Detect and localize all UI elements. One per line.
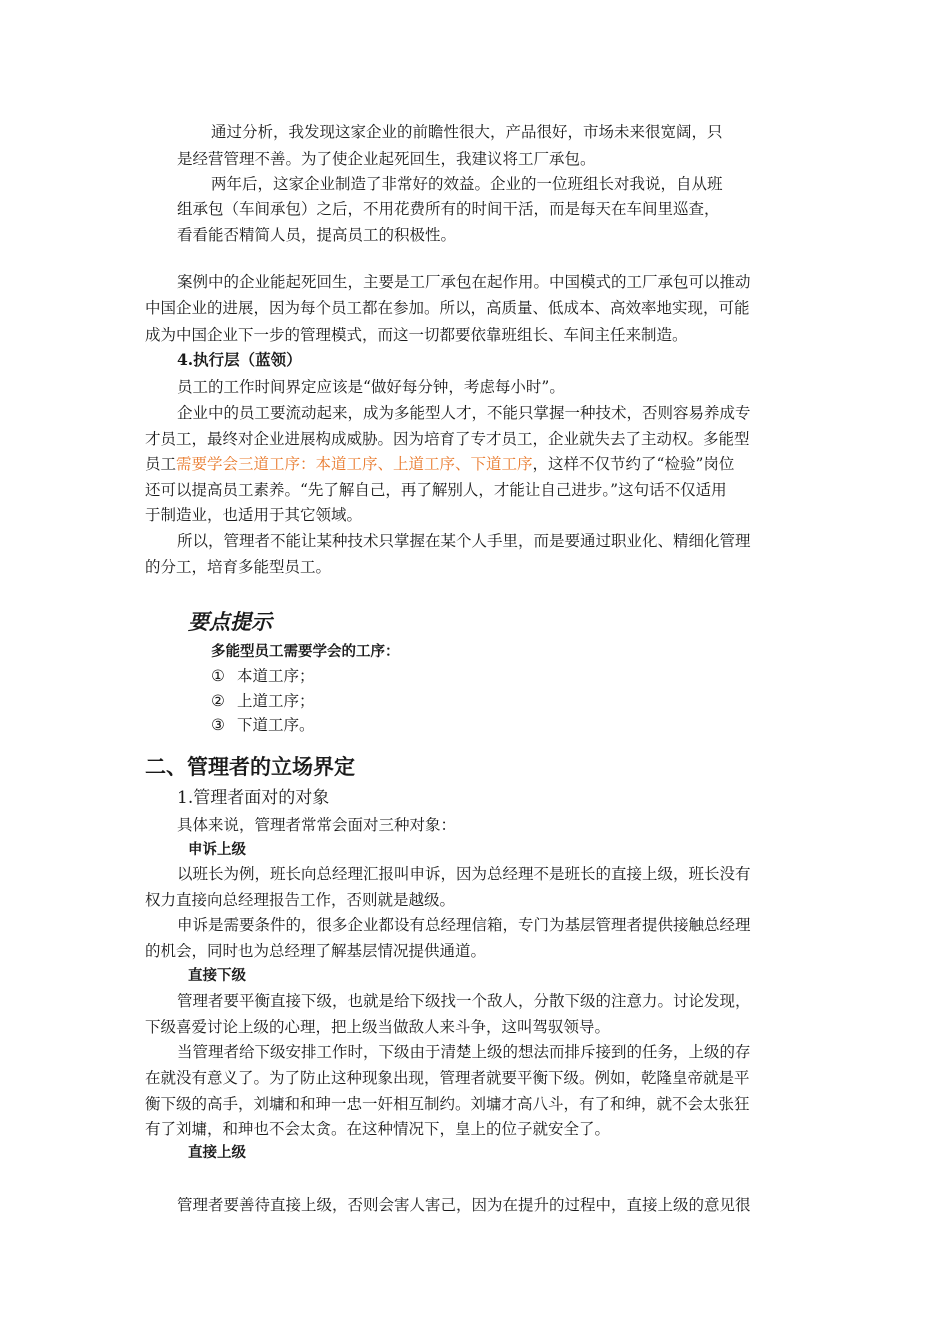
- key-points-title: 要点提示: [188, 609, 272, 634]
- analysis-line: 成为中国企业下一步的管理模式，而这一切都要依靠班组长、车间主任来制造。: [145, 326, 688, 344]
- paragraph-line: 在就没有意义了。为了防止这种现象出现，管理者就要平衡下级。例如，乾隆皇帝就是平: [145, 1069, 750, 1087]
- paragraph-line: 管理者要平衡直接下级，也就是给下级找一个敌人，分散下级的注意力。讨论发现，: [177, 992, 751, 1010]
- chapter-heading: 二、管理者的立场界定: [145, 755, 355, 779]
- paragraph-text: 员工: [145, 455, 177, 473]
- paragraph-text: ，这样不仅节约了“检验”岗位: [532, 455, 735, 473]
- paragraph-line: 管理者要善待直接上级，否则会害人害己，因为在提升的过程中，直接上级的意见很: [177, 1196, 751, 1214]
- paragraph-line: 于制造业，也适用于其它领域。: [145, 506, 363, 524]
- paragraph-line: 以班长为例，班长向总经理汇报叫申诉，因为总经理不是班长的直接上级，班长没有: [177, 865, 751, 883]
- paragraph-line: 具体来说，管理者常常会面对三种对象：: [177, 816, 457, 834]
- paragraph-line: 申诉是需要条件的，很多企业都设有总经理信箱，专门为基层管理者提供接触总经理: [177, 916, 751, 934]
- item-text: 本道工序；: [237, 667, 315, 685]
- paragraph-line: 还可以提高员工素养。“先了解自己，再了解别人，才能让自己进步。”这句话不仅适用: [145, 481, 727, 499]
- paragraph-line: 员工的工作时间界定应该是“做好每分钟，考虑每小时”。: [177, 378, 565, 396]
- key-point-item: [211, 715, 315, 735]
- item-number: ③: [211, 716, 225, 734]
- paragraph-line: 当管理者给下级安排工作时，下级由于清楚上级的想法而排斥接到的任务，上级的存: [177, 1043, 751, 1061]
- paragraph-line: [145, 454, 734, 474]
- paragraph-line: 企业中的员工要流动起来，成为多能型人才，不能只掌握一种技术，否则容易养成专: [177, 404, 751, 422]
- case-story-line: 看看能否精简人员，提高员工的积极性。: [177, 226, 457, 244]
- topic-title: 直接上级: [188, 1145, 246, 1161]
- case-story-line: 两年后，这家企业制造了非常好的效益。企业的一位班组长对我说，自从班: [211, 175, 723, 193]
- topic-title: 申诉上级: [188, 842, 246, 858]
- analysis-line: 案例中的企业能起死回生，主要是工厂承包在起作用。中国模式的工厂承包可以推动: [177, 273, 751, 291]
- key-point-item: [211, 691, 315, 711]
- case-story-line: 通过分析，我发现这家企业的前瞻性很大，产品很好，市场未来很宽阔，只: [211, 123, 723, 141]
- section-heading: 4.执行层（蓝领）: [177, 350, 302, 369]
- case-story-line: 组承包（车间承包）之后，不用花费所有的时间干活，而是每天在车间里巡查，: [177, 200, 720, 218]
- case-story-line: 是经营管理不善。为了使企业起死回生，我建议将工厂承包。: [177, 150, 596, 168]
- paragraph-line: 所以，管理者不能让某种技术只掌握在某个人手里，而是要通过职业化、精细化管理: [177, 532, 751, 550]
- paragraph-line: 权力直接向总经理报告工作，否则就是越级。: [145, 891, 456, 909]
- topic-title: 直接下级: [188, 968, 246, 984]
- item-text: 上道工序；: [237, 692, 315, 710]
- subsection-heading: 1.管理者面对的对象: [177, 788, 330, 808]
- paragraph-line: 有了刘墉，和珅也不会太贪。在这种情况下，皇上的位子就安全了。: [145, 1120, 611, 1138]
- key-points-subtitle: 多能型员工需要学会的工序：: [211, 644, 400, 660]
- item-number: ②: [211, 692, 225, 710]
- paragraph-line: 衡下级的高手，刘墉和和珅一忠一奸相互制约。刘墉才高八斗，有了和绅，就不会太张狂: [145, 1095, 750, 1113]
- paragraph-line: 的机会，同时也为总经理了解基层情况提供通道。: [145, 942, 487, 960]
- paragraph-line: 下级喜爱讨论上级的心理，把上级当做敌人来斗争，这叫驾驭领导。: [145, 1018, 611, 1036]
- analysis-line: 中国企业的进展，因为每个员工都在参加。所以，高质量、低成本、高效率地实现，可能: [145, 299, 750, 317]
- highlighted-text: 需要学会三道工序：本道工序、上道工序、下道工序: [176, 455, 533, 473]
- paragraph-line: 才员工，最终对企业进展构成威胁。因为培育了专才员工，企业就失去了主动权。多能型: [145, 430, 750, 448]
- paragraph-line: 的分工，培育多能型员工。: [145, 558, 332, 576]
- item-text: 下道工序。: [237, 716, 315, 734]
- key-point-item: [211, 666, 315, 686]
- item-number: ①: [211, 667, 225, 685]
